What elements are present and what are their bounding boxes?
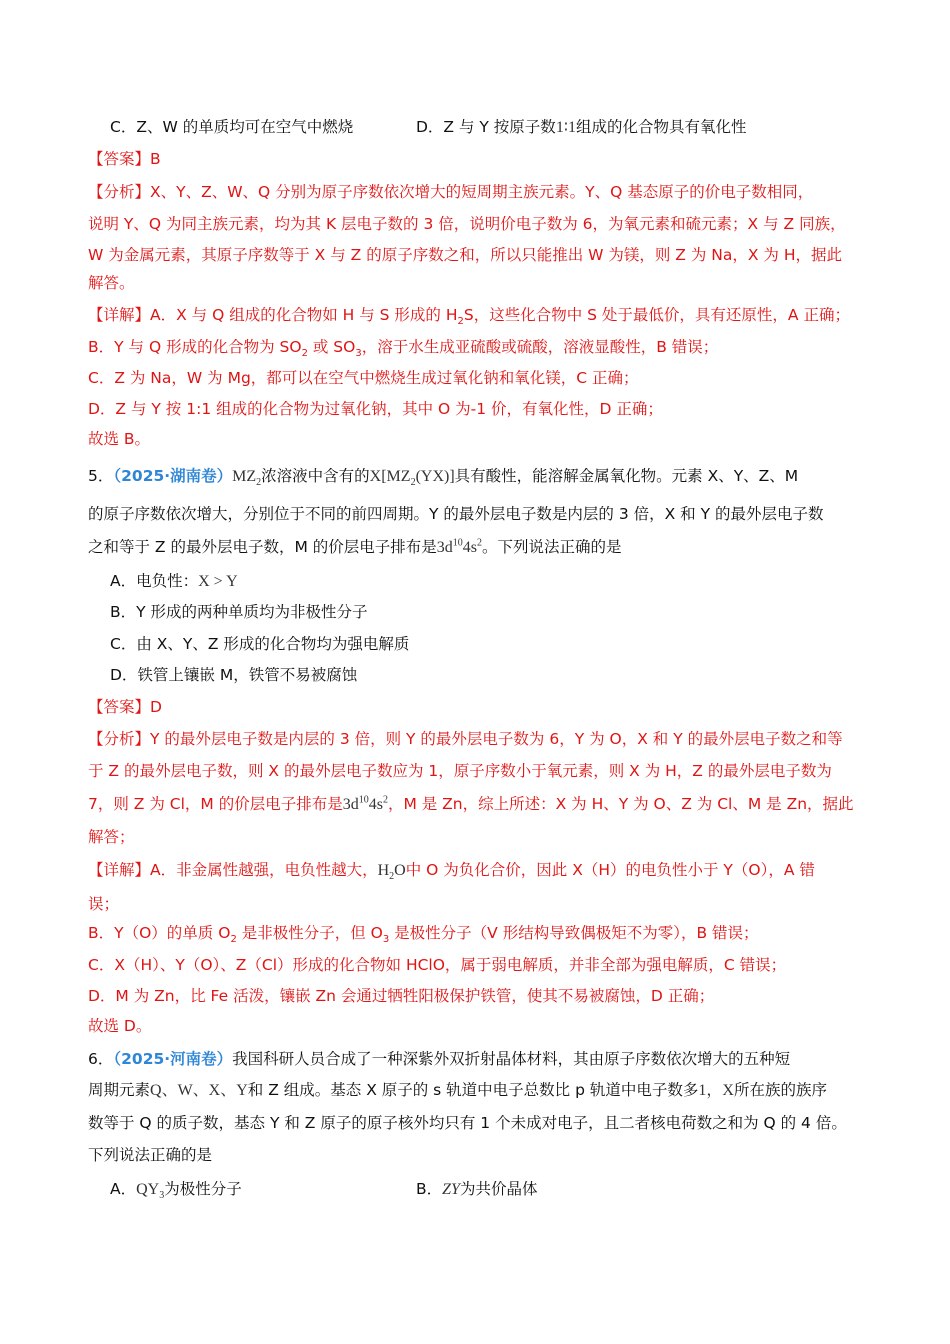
q5-analysis-line: 7，则 Z 为 Cl，M 的价层电子排布是$3d^{10}4s^2$，M 是 Zn，综上所述：X 为 H、Y 为 O、Z 为 Cl、M 是 Zn，据此 [88, 794, 854, 813]
q4-conclusion: 故选 B。 [88, 430, 151, 448]
q4-option-c: C．Z、W 的单质均可在空气中燃烧 [110, 118, 354, 136]
q5-detail-a: 【详解】A．非金属性越强，电负性越大，$H_2O$中 O 为负化合价，因此 X（H）的电负性小于 Y（O），A 错 [88, 861, 815, 883]
q4-option-d: D．Z 与 Y 按原子数1∶1组成的化合物具有氧化性 [416, 118, 747, 136]
q6-stem-line2: 周期元素Q、W、X、Y和 Z 组成。基态 X 原子的 s 轨道中电子总数比 p 轨道中电子数多1，X所在族的族序 [88, 1081, 827, 1099]
q5-stem-line2: 的原子序数依次增大，分别位于不同的前四周期。Y 的最外层电子数是内层的 3 倍，X 和 Y 的最外层电子数 [88, 505, 824, 523]
q6-stem-line4: 下列说法正确的是 [88, 1146, 213, 1164]
q5-analysis-line: 解答； [88, 828, 135, 846]
ratio-formula: 1∶1 [555, 119, 576, 136]
q6-option-a: A．$QY_3$为极性分子 [110, 1180, 242, 1202]
q5-option-d: D．铁管上镶嵌 M，铁管不易被腐蚀 [110, 666, 358, 684]
q6-source: （2025·河南卷） [113, 1050, 233, 1068]
q6-stem-line3: 数等于 Q 的质子数，基态 Y 和 Z 原子的原子核外均只有 1 个未成对电子，且二者核电荷数之和为 Q 的 4 倍。 [88, 1114, 847, 1132]
q5-source: （2025·湖南卷） [113, 467, 233, 485]
q5-analysis-line: 【分析】Y 的最外层电子数是内层的 3 倍，则 Y 的最外层电子数为 6，Y 为 O，X 和 Y 的最外层电子数之和等 [88, 730, 843, 748]
q4-analysis-line: 【分析】X、Y、Z、W、Q 分别为原子序数依次增大的短周期主族元素。Y、Q 基态原子的价电子数相同， [88, 183, 814, 201]
q4-detail-b: B．Y 与 Q 形成的化合物为 $SO_2$ 或 $SO_3$，溶于水生成亚硫酸或硫酸，溶液显酸性，B 错误； [88, 338, 719, 360]
q4-analysis-line: W 为金属元素，其原子序数等于 X 与 Z 的原子序数之和，所以只能推出 W 为镁，则 Z 为 Na，X 为 H，据此 [88, 246, 843, 264]
q4-analysis-line: 解答。 [88, 274, 135, 292]
q4-detail-d: D．Z 与 Y 按 1:1 组成的化合物为过氧化钠，其中 O 为-1 价，有氧化性，D 正确； [88, 400, 663, 418]
q5-option-a: A．电负性：X > Y [110, 572, 238, 590]
q6-stem-line1: 6．（2025·河南卷）我国科研人员合成了一种深紫外双折射晶体材料，其由原子序数依次增大的五种短 [88, 1050, 791, 1068]
q5-detail-a-cont: 误； [88, 895, 120, 913]
q4-analysis-line: 说明 Y、Q 为同主族元素，均为其 K 层电子数的 3 倍，说明价电子数为 6，为氧元素和硫元素；X 与 Z 同族， [88, 215, 846, 233]
q4-answer: 【答案】B [88, 150, 161, 168]
q5-stem-line3: 之和等于 Z 的最外层电子数，M 的价层电子排布是$3d^{10}4s^2$。下列说法正确的是 [88, 537, 622, 556]
q5-stem-line1: 5．（2025·湖南卷）$MZ_2$浓溶液中含有的$X[MZ_2(YX)]$具有酸性，能溶解金属氧化物。元素 X、Y、Z、M [88, 467, 799, 489]
q5-conclusion: 故选 D。 [88, 1017, 152, 1035]
q5-detail-d: D．M 为 Zn，比 Fe 活泼，镶嵌 Zn 会通过牺牲阳极保护铁管，使其不易被腐蚀，D 正确； [88, 987, 715, 1005]
q4-detail-c: C．Z 为 Na，W 为 Mg，都可以在空气中燃烧生成过氧化钠和氧化镁，C 正确； [88, 369, 639, 387]
q5-answer: 【答案】D [88, 698, 162, 716]
q4-detail-a: 【详解】A．X 与 Q 组成的化合物如 H 与 S 形成的 $H_2S$，这些化合物中 S 处于最低价，具有还原性，A 正确； [88, 306, 850, 328]
q5-option-b: B．Y 形成的两种单质均为非极性分子 [110, 603, 368, 621]
q5-detail-c: C．X（H）、Y（O）、Z（Cl）形成的化合物如 HClO，属于弱电解质，并非全部为强电解质，C 错误； [88, 956, 787, 974]
q5-detail-b: B．Y（O）的单质 $O_2$ 是非极性分子，但 $O_3$ 是极性分子（V 形结构导致偶极矩不为零），B 错误； [88, 924, 759, 946]
q5-analysis-line: 于 Z 的最外层电子数，则 X 的最外层电子数应为 1，原子序数小于氧元素，则 X 为 H，Z 的最外层电子数为 [88, 762, 832, 780]
q6-option-b: B．ZY为共价晶体 [416, 1180, 538, 1198]
q5-option-c: C．由 X、Y、Z 形成的化合物均为强电解质 [110, 635, 410, 653]
